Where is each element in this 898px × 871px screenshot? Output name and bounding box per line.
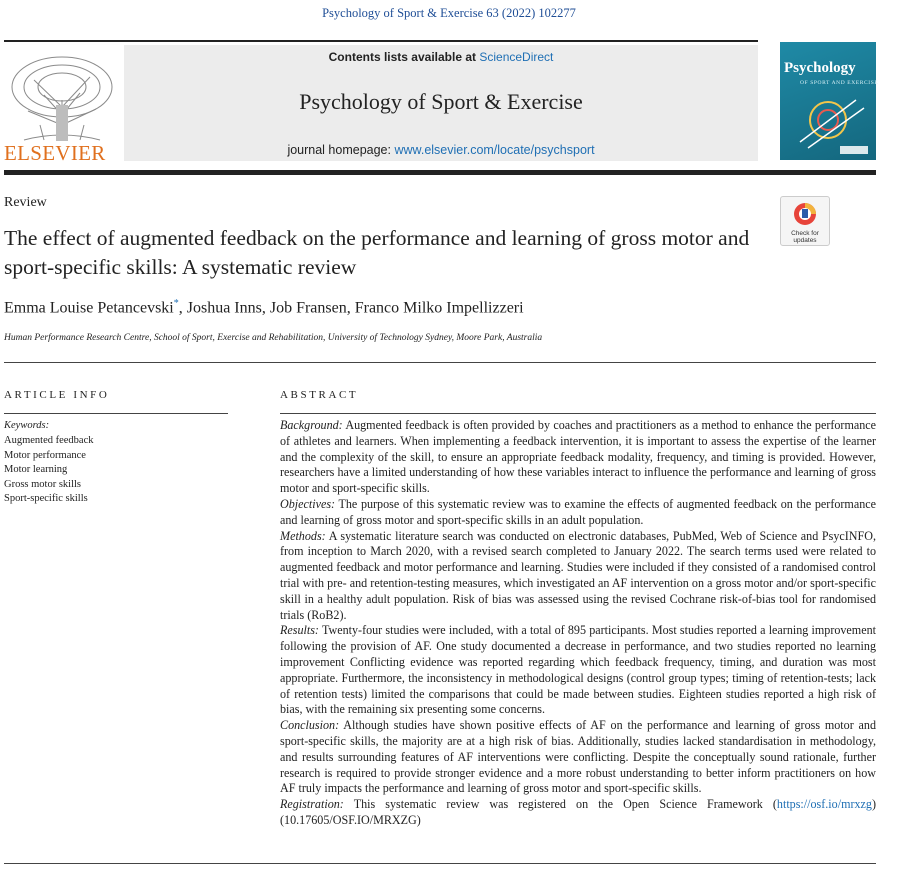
results-text: Twenty-four studies were included, with a total of 895 participants. Most studies reported a learning improvement following the provision of AF. One study documented a decrease in performance, and two studies reported no learning improvement Conflicting evidence was reported regarding which feedback frequency, timing, and duration was most appropriate. Furthermore, the inconsistency in methodological designs (control group types; timing of retention-tests; lack of retention tests) limited the comparisons that could be made between studies. Eighteen studies reported a high risk of bias, with the remaining six presenting some concerns. [280, 623, 876, 717]
check-for-updates-button[interactable] [780, 196, 830, 246]
cover-title: Psychology [784, 60, 856, 76]
article-info-heading: ARTICLE INFO [4, 389, 110, 401]
background-text: Augmented feedback is often provided by coaches and practitioners as a method to enhance the performance of athletes and learners. When implementing a feedback intervention, it is important to assess the expertise of the learner and the complexity of the skill, to ensure an appropriate feedback modality, frequency, and timing is provided. However, researchers have a limited understanding of how these variables interact to influence the performance and learning of gross motor and sport-specific skills. [280, 418, 876, 496]
methods-text: A systematic literature search was conducted on electronic databases, PubMed, Web of Science and PsycINFO, from inception to March 2020, with a revised search completed to January 2022. The search terms used were related to augmented feedback and motor performance and learning. Studies were included if they consisted of a randomised control trial with pre- and retention-testing measures, which investigated an AF intervention on a gross motor and/or sport-specific skill in a healthy adult population. Risk of bias was assessed using the revised Cochrane risk-of-bias tool for randomised trials (RoB2). [280, 528, 877, 622]
affiliation: Human Performance Research Centre, School of Sport, Exercise and Rehabilitation, University of Technology Sydney, Moore Park, Australia [4, 333, 543, 343]
corresponding-author-marker[interactable]: * [173, 298, 179, 309]
cover-subtitle: OF SPORT AND EXERCISE [800, 80, 879, 86]
section-rule [4, 362, 876, 363]
journal-citation[interactable]: Psychology of Sport & Exercise 63 (2022) 102277 [322, 6, 576, 20]
header-bottom-rule [4, 170, 876, 175]
objectives-text: The purpose of this systematic review was to examine the effects of augmented feedback on the performance and learning of gross motor and sport-specific skills in an adult population. [280, 496, 876, 527]
abstract-methods [280, 529, 876, 624]
conclusion-text: Although studies have shown positive effects of AF on the performance and learning of gross motor and sport-specific skills, the majority are at a high risk of bias. Additionally, studies lacked standardisation in methodology, and results surrounding features of AF interventions were conflicting. Despite the conceptually sound rationale, further research is required to provide stronger evidence and a more robust understanding to better inform practitioners on how AF truly impacts the performance and learning of gross motor and sport-specific skills. [280, 718, 876, 796]
article-info-rule [4, 413, 228, 414]
background-label: Background: [280, 418, 343, 432]
abstract-background [280, 418, 876, 497]
bottom-rule [4, 863, 876, 864]
abstract-body [280, 418, 876, 829]
keyword: Motor performance [4, 449, 86, 461]
osf-link[interactable]: https://osf.io/mrxzg [776, 797, 872, 812]
keyword: Augmented feedback [4, 435, 94, 446]
methods-label: Methods: [280, 528, 326, 543]
abstract-registration [280, 797, 876, 829]
conclusion-label: Conclusion: [280, 718, 340, 733]
keywords-label: Keywords: [4, 420, 50, 431]
registration-text: This systematic review was registered on the Open Science Framework ( [353, 797, 777, 812]
abstract-results [280, 623, 876, 718]
abstract-rule [280, 413, 876, 414]
keywords-list [4, 434, 94, 507]
keyword: Motor learning [4, 464, 68, 475]
results-label: Results: [280, 623, 319, 638]
registration-doi: ) (10.17605/OSF.IO/MRXZG) [280, 797, 877, 827]
elsevier-wordmark: ELSEVIER [4, 141, 106, 165]
keyword: Sport-specific skills [4, 493, 88, 504]
journal-homepage-link[interactable]: www.elsevier.com/locate/psychsport [394, 143, 595, 157]
abstract-objectives [280, 497, 876, 529]
check-updates-icon [781, 197, 829, 245]
abstract-heading: ABSTRACT [280, 389, 359, 401]
journal-title: Psychology of Sport & Exercise [299, 89, 583, 114]
article-type: Review [4, 195, 47, 210]
homepage-line [124, 143, 758, 157]
first-author[interactable]: Emma Louise Petancevski [4, 299, 174, 317]
svg-text:updates: updates [793, 237, 817, 244]
sciencedirect-link[interactable]: ScienceDirect [479, 50, 554, 64]
abstract-conclusion [280, 718, 876, 797]
registration-label: Registration: [280, 797, 344, 812]
author-list [4, 298, 524, 317]
keyword: Gross motor skills [4, 478, 82, 490]
contents-prefix: Contents lists available at [328, 50, 480, 64]
homepage-prefix: journal homepage: [287, 143, 395, 157]
contents-line [124, 50, 758, 64]
other-authors: , Joshua Inns, Job Fransen, Franco Milko Impellizzeri [178, 299, 524, 317]
article-title: The effect of augmented feedback on the performance and learning of gross motor and sport-specific skills: A systematic review [4, 226, 750, 279]
objectives-label: Objectives: [280, 496, 336, 511]
svg-text:Check for: Check for [791, 230, 819, 237]
header-top-rule [4, 40, 758, 42]
